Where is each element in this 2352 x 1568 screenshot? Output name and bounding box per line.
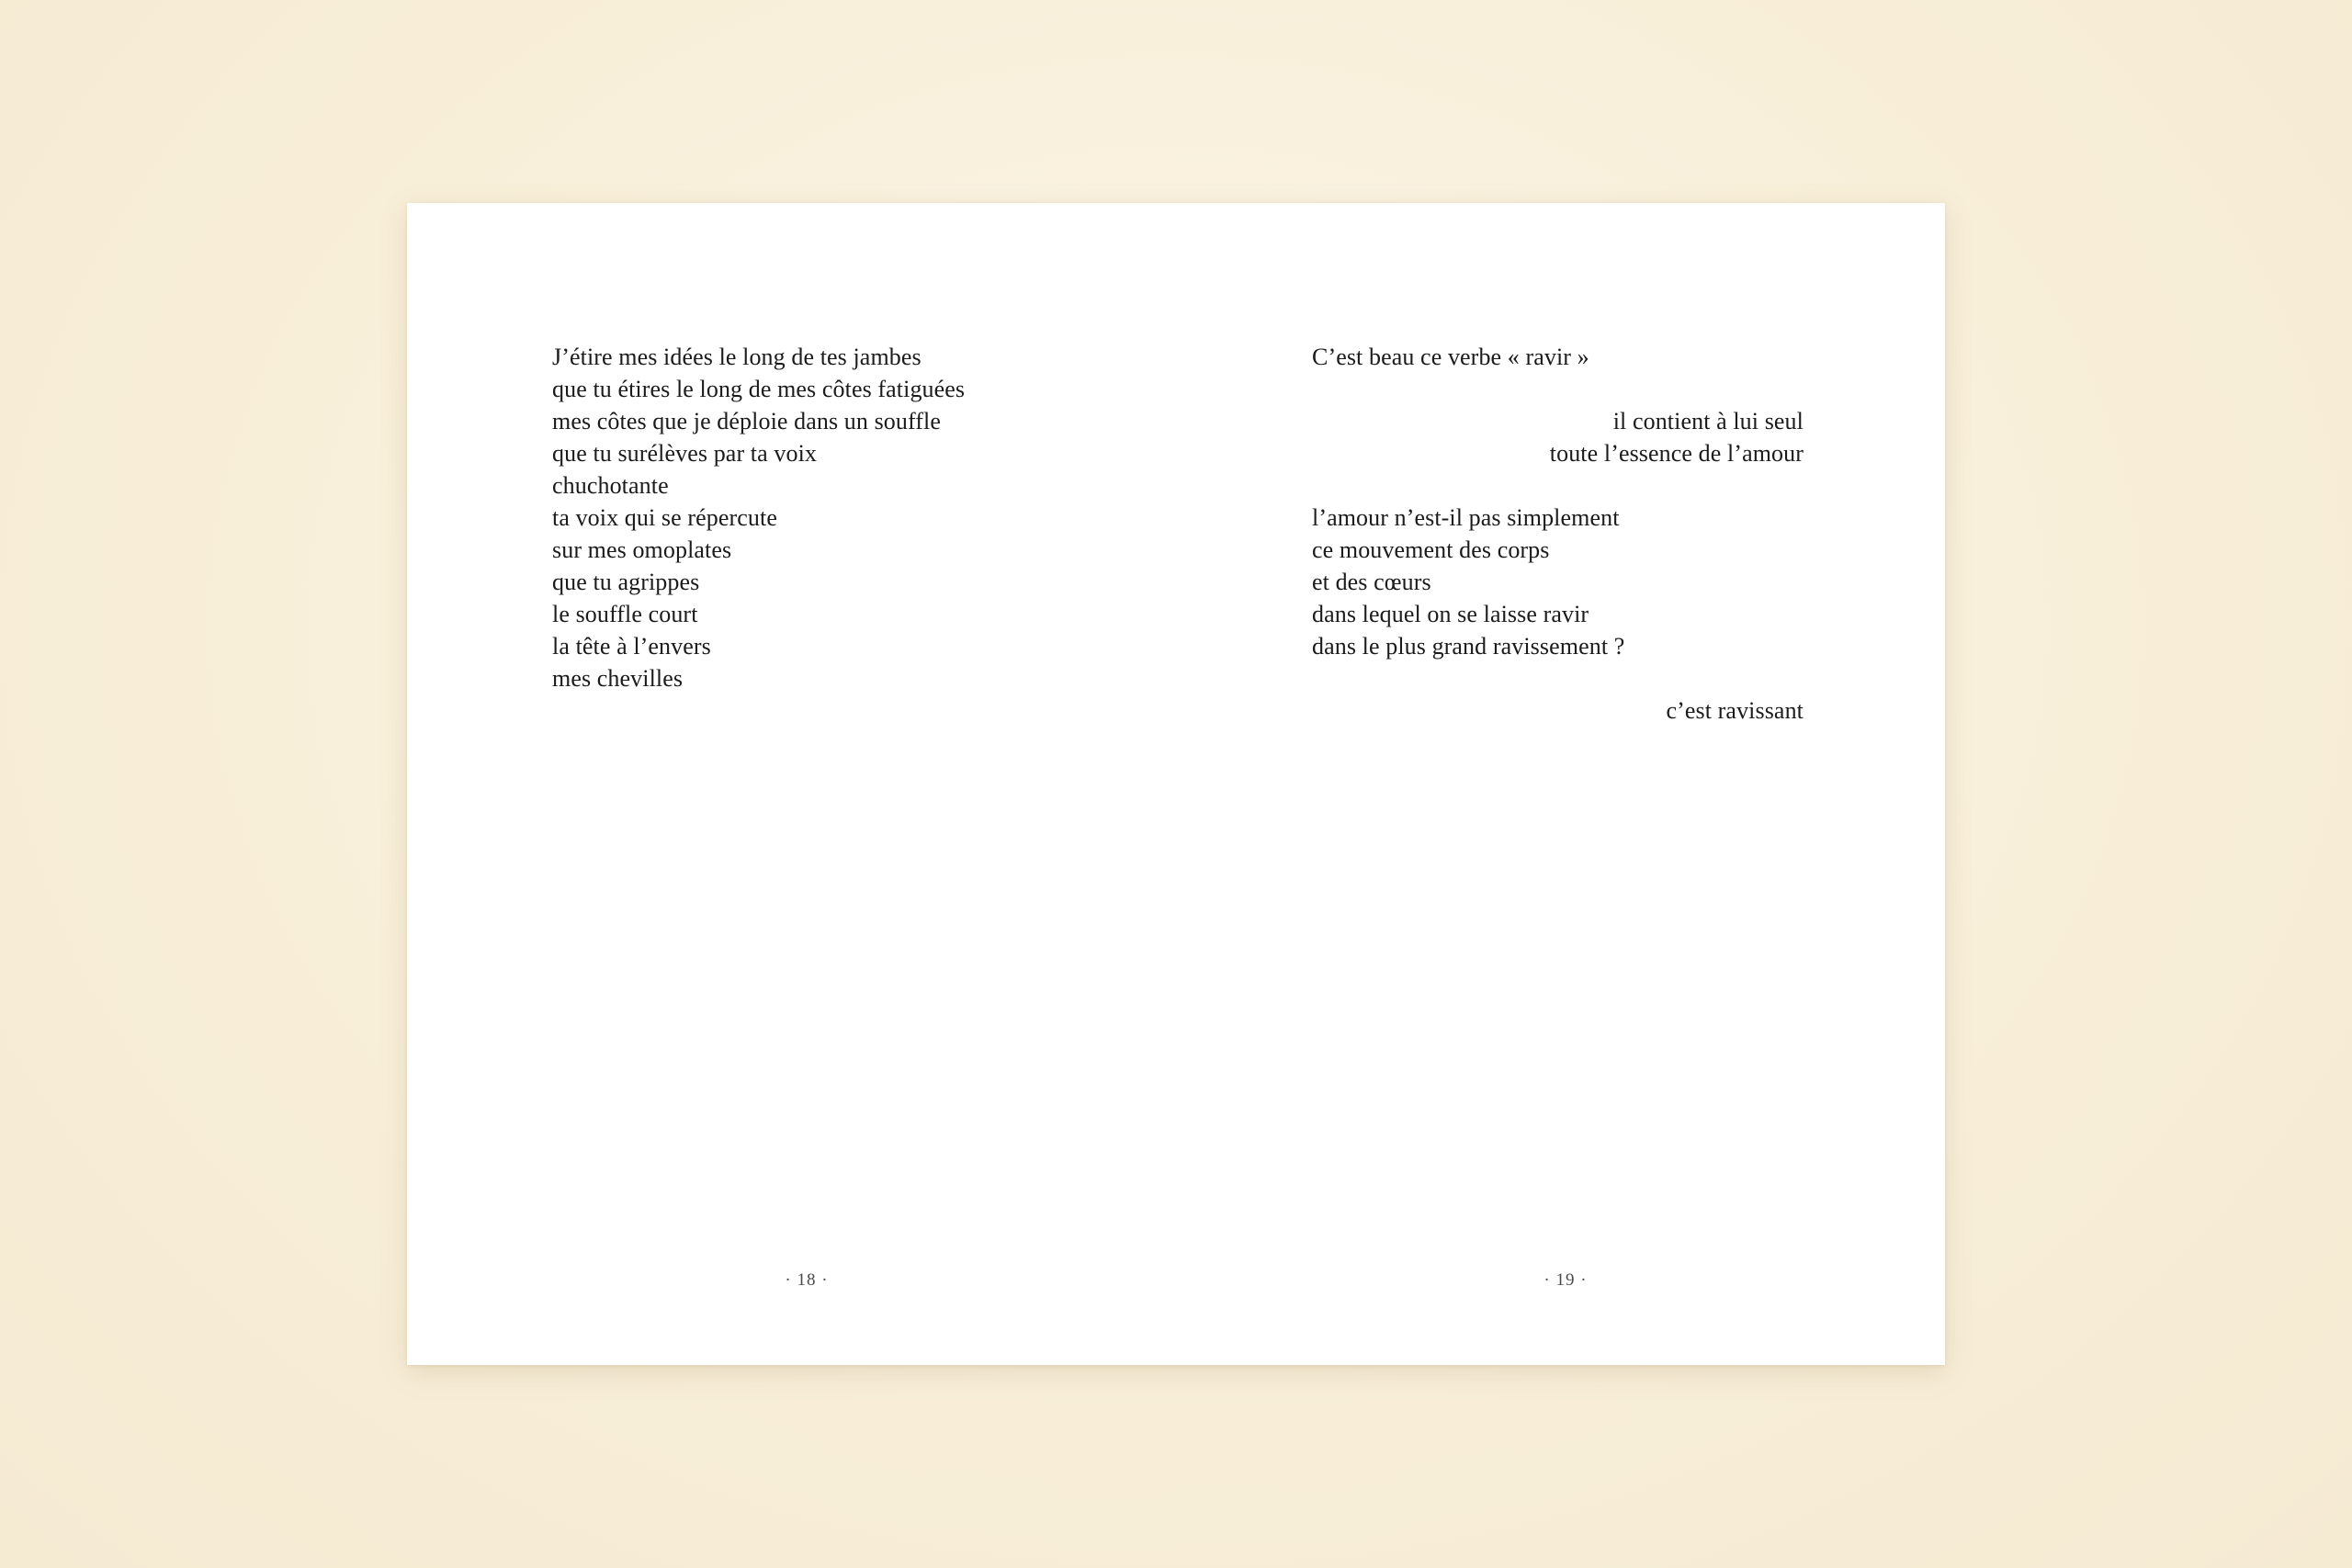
poem-line: mes côtes que je déploie dans un souffle <box>552 408 942 434</box>
poem-line: que tu surélèves par ta voix <box>552 440 817 467</box>
poem-line: dans le plus grand ravissement ? <box>1312 633 1625 660</box>
page-number-left: · 18 · <box>785 1270 829 1290</box>
right-stanza-4 <box>1312 694 1804 727</box>
poem-line: chuchotante <box>552 472 669 499</box>
poem-line: mes chevilles <box>552 665 684 692</box>
book-spread <box>407 203 1945 1365</box>
poem-line: il contient à lui seul <box>1612 408 1804 434</box>
poem-line: c’est ravissant <box>1666 697 1804 724</box>
left-stanza <box>552 341 1067 694</box>
left-page <box>407 203 1176 1365</box>
right-stanza-1 <box>1312 341 1804 373</box>
poem-line: la tête à l’envers <box>552 633 711 660</box>
left-poem <box>552 341 1067 694</box>
poem-line: ce mouvement des corps <box>1312 536 1550 563</box>
poem-line: que tu étires le long de mes côtes fatiguées <box>552 376 966 402</box>
page-number-right: · 19 · <box>1544 1270 1588 1290</box>
poem-line: J’étire mes idées le long de tes jambes <box>552 344 922 370</box>
right-stanza-2 <box>1312 405 1804 469</box>
right-page <box>1176 203 1945 1365</box>
poem-line: sur mes omoplates <box>552 536 732 563</box>
right-poem <box>1312 341 1804 727</box>
poem-line: l’amour n’est-il pas simplement <box>1312 504 1620 531</box>
poem-line: que tu agrippes <box>552 569 700 595</box>
poem-line: C’est beau ce verbe « ravir » <box>1312 344 1589 370</box>
right-stanza-3 <box>1312 502 1804 662</box>
poem-line: toute l’essence de l’amour <box>1549 440 1804 467</box>
poem-line: ta voix qui se répercute <box>552 504 777 531</box>
poem-line: dans lequel on se laisse ravir <box>1312 601 1589 627</box>
poem-line: et des cœurs <box>1312 569 1431 595</box>
poem-line: le souffle court <box>552 601 698 627</box>
